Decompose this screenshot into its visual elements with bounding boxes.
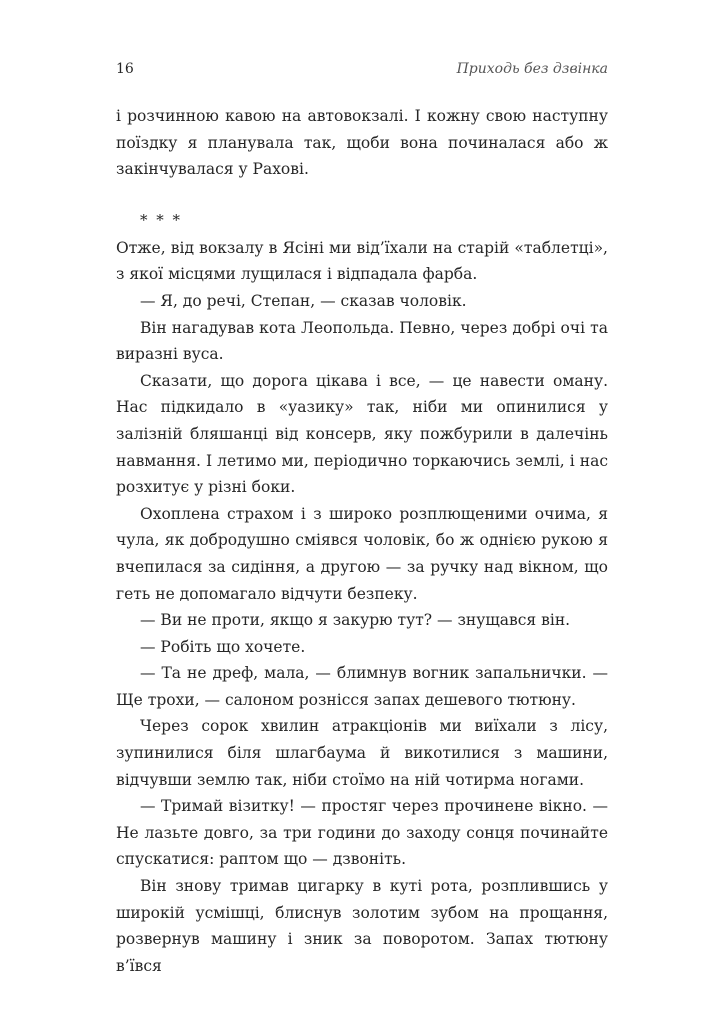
paragraph: Він нагадував кота Леопольда. Певно, через добрі очі та виразні вуса.	[116, 318, 608, 364]
paragraph: — Тримай візитку! — простяг через прочинене вікно. — Не лазьте довго, за три години до заходу сонця починайте спускатися: раптом що — дзвоніть.	[116, 797, 608, 869]
paragraph: — Робіть що хочете.	[140, 637, 306, 656]
paragraph: Охоплена страхом і з широко розплющеними очима, я чула, як добродушно сміявся чоловік, бо ж однією рукою я вчепилася за сидіння, а другою — за ручку над вікном, що геть не допомагало відчути безпеку.	[116, 504, 608, 603]
paragraph: Через сорок хвилин атракціонів ми виїхали з лісу, зупинилися біля шлагбаума й викотилися з машини, відчувши землю так, ніби стоїмо на ній чотирма ногами.	[116, 717, 608, 789]
paragraph: Він знову тримав цигарку в куті рота, розплившись у широкій усмішці, блиснув золотим зубом на прощання, розвернув машину і зник за поворотом. Запах тютюну в’ївся	[116, 877, 608, 975]
page-number: 16	[116, 61, 134, 77]
paragraph: — Я, до речі, Степан, — сказав чоловік.	[140, 291, 467, 310]
paragraph: Сказати, що дорога цікава і все, — це навести оману. Нас підкидало в «уазику» так, ніби ми опинилися у залізній бляшанці від консерв, яку пожбурили в далечінь навмання. І летимо ми, періодично торкаючись землі, і нас розхитує у різні боки.	[116, 371, 608, 497]
paragraph: Отже, від вокзалу в Ясіні ми від’їхали на старій «таблетці», з якої місцями лущилася і відпадала фарба.	[116, 238, 608, 284]
paragraph: — Та не дреф, мала, — блимнув вогник запальнички. — Ще трохи, — салоном рознісся запах дешевого тютюну.	[116, 664, 608, 709]
page-header	[116, 58, 608, 84]
section-separator: * * *	[140, 210, 183, 229]
paragraph: — Ви не проти, якщо я закурю тут? — знущався він.	[140, 611, 571, 630]
opening-paragraph: і розчинною кавою на автовокзалі. І кожну свою наступну поїздку я планувала так, щоби вона починалася або ж закінчувалася у Рахові.	[116, 107, 608, 179]
running-title: Приходь без дзвінка	[456, 61, 608, 77]
body-text	[116, 103, 608, 979]
